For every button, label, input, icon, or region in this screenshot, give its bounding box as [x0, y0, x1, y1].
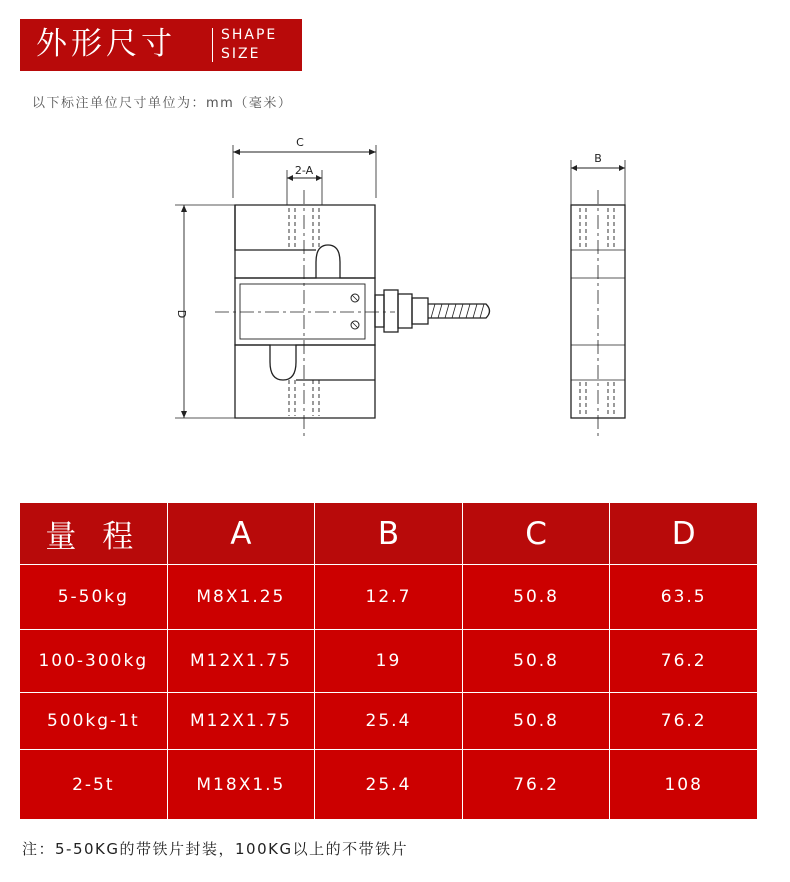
header-c: C	[462, 503, 610, 565]
label-2a: 2-A	[294, 164, 314, 177]
header-b: B	[315, 503, 463, 565]
cell-range: 100-300kg	[20, 630, 168, 693]
subtitle-line-2: SIZE	[221, 46, 261, 62]
cell-b: 19	[315, 630, 463, 693]
table-row	[20, 693, 758, 750]
cell-b: 25.4	[315, 693, 463, 750]
page-subtitle	[221, 26, 277, 64]
header-range: 量 程	[20, 503, 168, 565]
side-view	[571, 160, 625, 440]
cell-a: M18X1.5	[167, 750, 315, 820]
cell-a: M12X1.75	[167, 630, 315, 693]
cell-b: 25.4	[315, 750, 463, 820]
table-header-row	[20, 503, 758, 565]
cell-d: 63.5	[610, 565, 758, 630]
cell-range: 5-50kg	[20, 565, 168, 630]
cell-c: 50.8	[462, 693, 610, 750]
cell-d: 76.2	[610, 630, 758, 693]
header-a: A	[167, 503, 315, 565]
cell-c: 76.2	[462, 750, 610, 820]
cell-c: 50.8	[462, 630, 610, 693]
subtitle-line-1: SHAPE	[221, 27, 278, 43]
title-badge	[20, 19, 302, 71]
label-d: D	[175, 309, 188, 319]
cell-range: 500kg-1t	[20, 693, 168, 750]
table-row	[20, 630, 758, 693]
cell-a: M12X1.75	[167, 693, 315, 750]
spec-table	[19, 502, 758, 820]
page-title: 外形尺寸	[36, 26, 176, 62]
cell-a: M8X1.25	[167, 565, 315, 630]
technical-drawing	[0, 130, 790, 450]
cell-range: 2-5t	[20, 750, 168, 820]
title-divider	[212, 28, 213, 62]
cell-b: 12.7	[315, 565, 463, 630]
front-view	[175, 145, 490, 440]
table-row	[20, 565, 758, 630]
table-row	[20, 750, 758, 820]
cell-d: 108	[610, 750, 758, 820]
footnote: 注：5-50KG的带铁片封装，100KG以上的不带铁片	[22, 840, 409, 858]
cell-d: 76.2	[610, 693, 758, 750]
label-c: C	[296, 136, 304, 149]
header-d: D	[610, 503, 758, 565]
unit-note: 以下标注单位尺寸单位为：mm（毫米）	[32, 96, 293, 111]
cell-c: 50.8	[462, 565, 610, 630]
label-b: B	[594, 152, 602, 165]
